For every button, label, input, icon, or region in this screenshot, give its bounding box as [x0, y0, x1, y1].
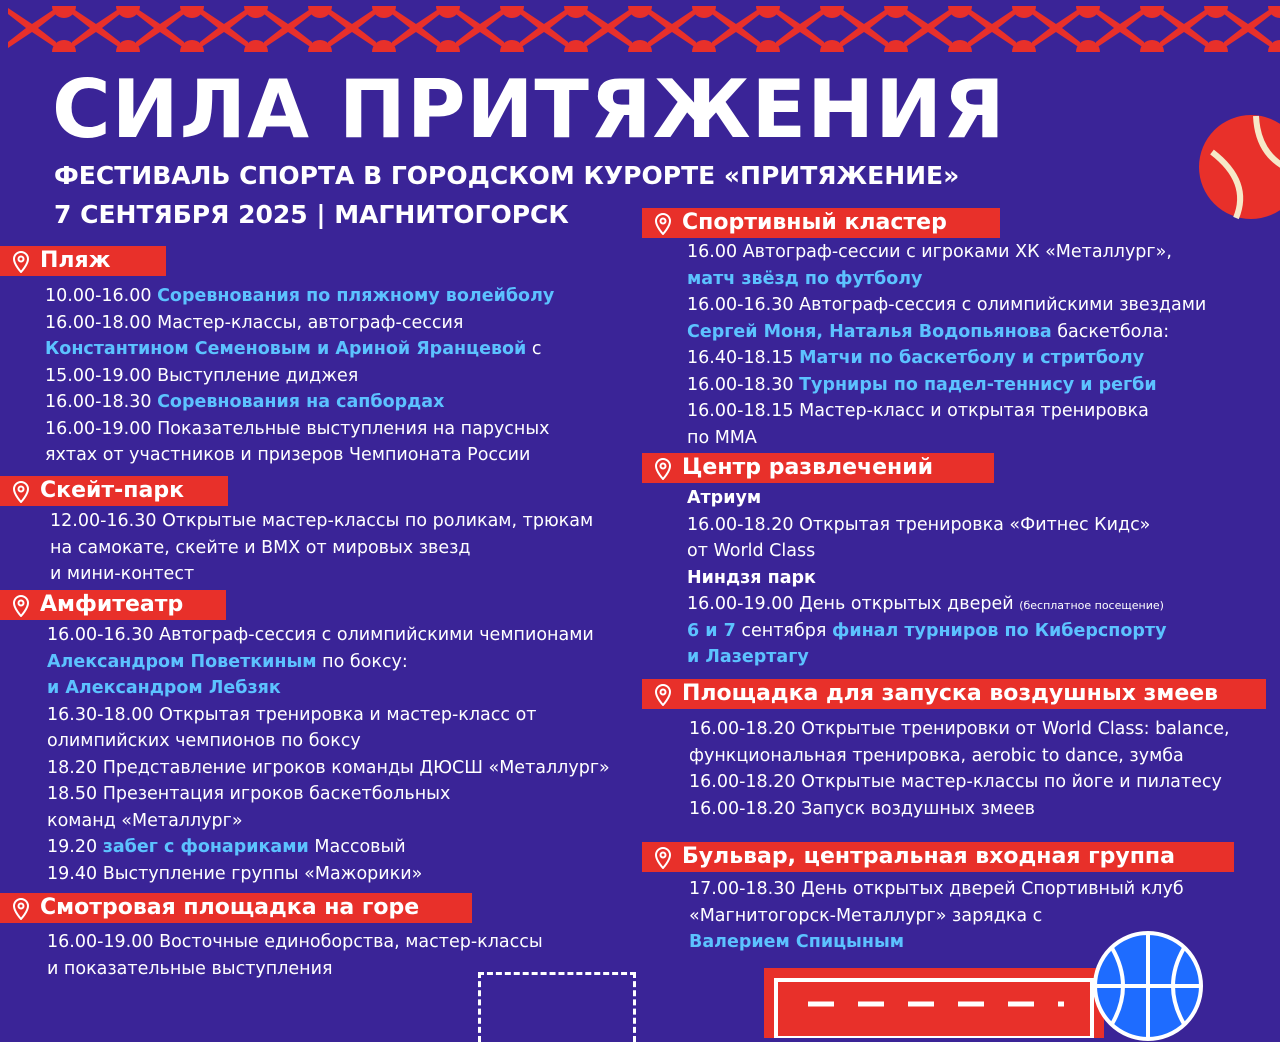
subsection-label: Атриум	[687, 488, 762, 508]
event-highlight: финал турниров по Киберспорту	[831, 620, 1167, 641]
schedule-line	[687, 372, 1206, 399]
event-text: Мастер-класс и открытая тренировка	[799, 401, 1149, 421]
amphitheatre-schedule	[47, 622, 610, 887]
event-text: Открытые тренировки от World Class: balance,	[801, 719, 1230, 739]
event-time: 16.00	[687, 242, 738, 262]
basketball-icon	[1092, 930, 1204, 1042]
beach-schedule	[45, 283, 554, 469]
schedule-line	[687, 538, 1167, 565]
event-text: по ММА	[687, 427, 757, 448]
schedule-line	[687, 266, 1206, 293]
schedule-line	[687, 239, 1206, 266]
event-time: 16.00-18.20	[687, 514, 794, 535]
top-ornament	[0, 0, 1280, 62]
event-text: «Магнитогорск-Металлург» зарядка с	[689, 905, 1043, 926]
event-text: Представление игроков команды ДЮСШ «Металлург»	[102, 757, 610, 778]
event-time: 16.00-18.00	[45, 312, 152, 333]
event-time: 16.00-18.20	[689, 719, 796, 739]
event-time: 15.00-19.00	[45, 365, 152, 386]
event-highlight: Александром Поветкиным	[47, 651, 317, 672]
event-text: Презентация игроков баскетбольных	[102, 784, 451, 804]
event-highlight: Соревнования на сапбордах	[157, 392, 445, 412]
schedule-line	[45, 416, 554, 443]
event-highlight: Сергей Моня, Наталья Водопьянова	[687, 321, 1052, 342]
event-text: по боксу:	[322, 651, 408, 672]
schedule-line	[687, 319, 1206, 346]
event-text: Открытые мастер-классы по йоге и пилатесу	[801, 772, 1222, 792]
event-time: 19.40	[47, 863, 98, 884]
map-pin-icon	[12, 898, 30, 920]
skatepark-schedule	[50, 508, 593, 588]
event-text: команд «Металлург»	[47, 810, 243, 831]
event-text: День открытых дверей Спортивный клуб	[801, 879, 1184, 899]
event-time: 16.00-19.00	[47, 932, 154, 952]
schedule-line	[50, 535, 593, 562]
event-highlight: забег с фонариками	[102, 837, 309, 857]
event-text: Открытые мастер-классы по роликам, трюкам	[162, 511, 594, 531]
event-text: от World Class	[687, 541, 816, 561]
event-text: Восточные единоборства, мастер-классы	[159, 932, 543, 952]
event-text: Выступление группы «Мажорики»	[102, 863, 423, 884]
event-time: 16.00-18.30	[687, 374, 794, 395]
event-highlight: матч звёзд по футболу	[687, 268, 923, 289]
schedule-line	[689, 903, 1184, 930]
section-header-viewpoint	[0, 893, 472, 923]
event-text: Запуск воздушных змеев	[801, 798, 1035, 819]
viewpoint-schedule	[47, 929, 543, 982]
event-highlight: Валерием Спицыным	[689, 932, 905, 952]
event-note: (бесплатное посещение)	[1019, 599, 1164, 612]
event-text: на самокате, скейте и BMX от мировых звезд	[50, 537, 471, 558]
event-text: сентября	[741, 620, 827, 641]
schedule-line	[47, 649, 610, 676]
schedule-line	[45, 363, 554, 390]
event-highlight: Константином Семеновым и Ариной Яранцевой	[45, 339, 527, 359]
section-header-entertainment	[642, 453, 994, 483]
section-title: Амфитеатр	[40, 592, 184, 617]
event-time: 18.20	[47, 757, 98, 778]
schedule-line	[50, 508, 593, 535]
event-highlight: Турниры по падел-теннису и регби	[799, 374, 1157, 395]
section-title: Центр развлечений	[682, 455, 934, 480]
schedule-line	[687, 292, 1206, 319]
event-time: 16.00-16.30	[687, 295, 794, 315]
event-text: Массовый	[314, 837, 406, 857]
section-title: Скейт-парк	[40, 478, 185, 503]
section-header-beach	[0, 246, 166, 276]
event-time: 12.00-16.30	[50, 511, 157, 531]
schedule-line	[47, 755, 610, 782]
schedule-line	[687, 591, 1167, 618]
court-decoration	[764, 968, 1104, 1038]
map-pin-icon	[654, 458, 672, 480]
event-text: олимпийских чемпионов по боксу	[47, 731, 361, 751]
event-highlight: Матчи по баскетболу и стритболу	[799, 348, 1145, 368]
schedule-line	[45, 389, 554, 416]
schedule-line	[47, 808, 610, 835]
event-text: Автограф-сессия с олимпийскими чемпионами	[159, 625, 594, 645]
schedule-line	[687, 618, 1167, 645]
schedule-line	[687, 398, 1206, 425]
schedule-line	[45, 283, 554, 310]
schedule-line	[689, 716, 1230, 743]
date-location: 7 СЕНТЯБРЯ 2025 | МАГНИТОГОРСК	[54, 200, 569, 230]
schedule-line	[687, 644, 1167, 671]
event-time: 16.00-18.20	[689, 798, 796, 819]
schedule-line	[47, 622, 610, 649]
event-time: 16.00-18.30	[45, 392, 152, 412]
schedule-line	[689, 796, 1230, 823]
section-title: Бульвар, центральная входная группа	[682, 844, 1175, 869]
schedule-line	[689, 769, 1230, 796]
event-text: Мастер-классы, автограф-сессия	[157, 312, 464, 333]
kites-schedule	[689, 716, 1230, 822]
event-text: Открытая тренировка и мастер-класс от	[159, 704, 537, 725]
schedule-line	[45, 310, 554, 337]
schedule-line	[687, 345, 1206, 372]
map-pin-icon	[654, 847, 672, 869]
tennis-ball-icon	[1196, 112, 1280, 222]
section-title: Спортивный кластер	[682, 210, 947, 235]
poster-title: СИЛА ПРИТЯЖЕНИЯ	[52, 63, 1006, 156]
section-title: Площадка для запуска воздушных змеев	[682, 681, 1219, 706]
subsection-label: Ниндзя парк	[687, 567, 816, 588]
section-header-amphitheatre	[0, 590, 226, 620]
event-text: Автограф-сессии с игроками ХК «Металлург»,	[742, 242, 1172, 262]
entertainment-schedule	[687, 485, 1167, 671]
schedule-line	[689, 743, 1230, 770]
festival-subtitle: ФЕСТИВАЛЬ СПОРТА В ГОРОДСКОМ КУРОРТЕ «ПРИТЯЖЕНИЕ»	[54, 161, 960, 190]
event-highlight: и Александром Лебзяк	[47, 678, 281, 698]
event-highlight: Соревнования по пляжному волейболу	[157, 286, 555, 306]
event-text: Выступление диджея	[157, 365, 359, 386]
event-text: функциональная тренировка, aerobic to dance, зумба	[689, 745, 1184, 766]
schedule-line	[687, 565, 1167, 592]
sports-cluster-schedule	[687, 239, 1206, 451]
event-text: и мини-контест	[50, 564, 195, 584]
schedule-line	[47, 861, 610, 888]
map-pin-icon	[12, 251, 30, 273]
schedule-line	[47, 956, 543, 983]
schedule-line	[687, 425, 1206, 452]
event-highlight: и Лазертагу	[687, 647, 809, 667]
event-text: День открытых дверей	[799, 594, 1014, 614]
event-text: Открытая тренировка «Фитнес Кидс»	[799, 514, 1151, 535]
schedule-line	[47, 834, 610, 861]
schedule-line	[45, 442, 554, 469]
section-title: Пляж	[40, 248, 111, 273]
dashed-frame-decoration	[478, 972, 636, 1042]
event-time: 16.00-18.15	[687, 401, 794, 421]
section-header-kites	[642, 679, 1266, 709]
map-pin-icon	[654, 684, 672, 706]
event-highlight: 6 и 7	[687, 620, 736, 641]
section-header-boulevard	[642, 842, 1234, 872]
event-time: 17.00-18.30	[689, 879, 796, 899]
map-pin-icon	[12, 481, 30, 503]
event-time: 16.00-18.20	[689, 772, 796, 792]
map-pin-icon	[654, 213, 672, 235]
section-title: Смотровая площадка на горе	[40, 895, 420, 920]
schedule-line	[47, 702, 610, 729]
section-header-skatepark	[0, 476, 228, 506]
event-text: Автограф-сессия с олимпийскими звездами	[799, 295, 1207, 315]
event-text: и показательные выступления	[47, 958, 333, 979]
schedule-line	[687, 512, 1167, 539]
schedule-line	[50, 561, 593, 588]
event-text: Показательные выступления на парусных	[157, 418, 550, 439]
event-text: с	[531, 339, 542, 359]
event-time: 16.00-19.00	[45, 418, 152, 439]
schedule-line	[45, 336, 554, 363]
schedule-line	[47, 675, 610, 702]
event-time: 16.40-18.15	[687, 348, 794, 368]
event-text: баскетбола:	[1057, 321, 1170, 342]
event-time: 16.30-18.00	[47, 704, 154, 725]
schedule-line	[689, 876, 1184, 903]
event-text: яхтах от участников и призеров Чемпионата России	[45, 445, 531, 465]
section-header-sports-cluster	[642, 208, 1000, 238]
event-time: 18.50	[47, 784, 98, 804]
event-time: 19.20	[47, 837, 98, 857]
schedule-line	[687, 485, 1167, 512]
event-time: 10.00-16.00	[45, 286, 152, 306]
event-time: 16.00-16.30	[47, 625, 154, 645]
event-time: 16.00-19.00	[687, 594, 794, 614]
map-pin-icon	[12, 595, 30, 617]
schedule-line	[47, 929, 543, 956]
schedule-line	[47, 728, 610, 755]
schedule-line	[47, 781, 610, 808]
